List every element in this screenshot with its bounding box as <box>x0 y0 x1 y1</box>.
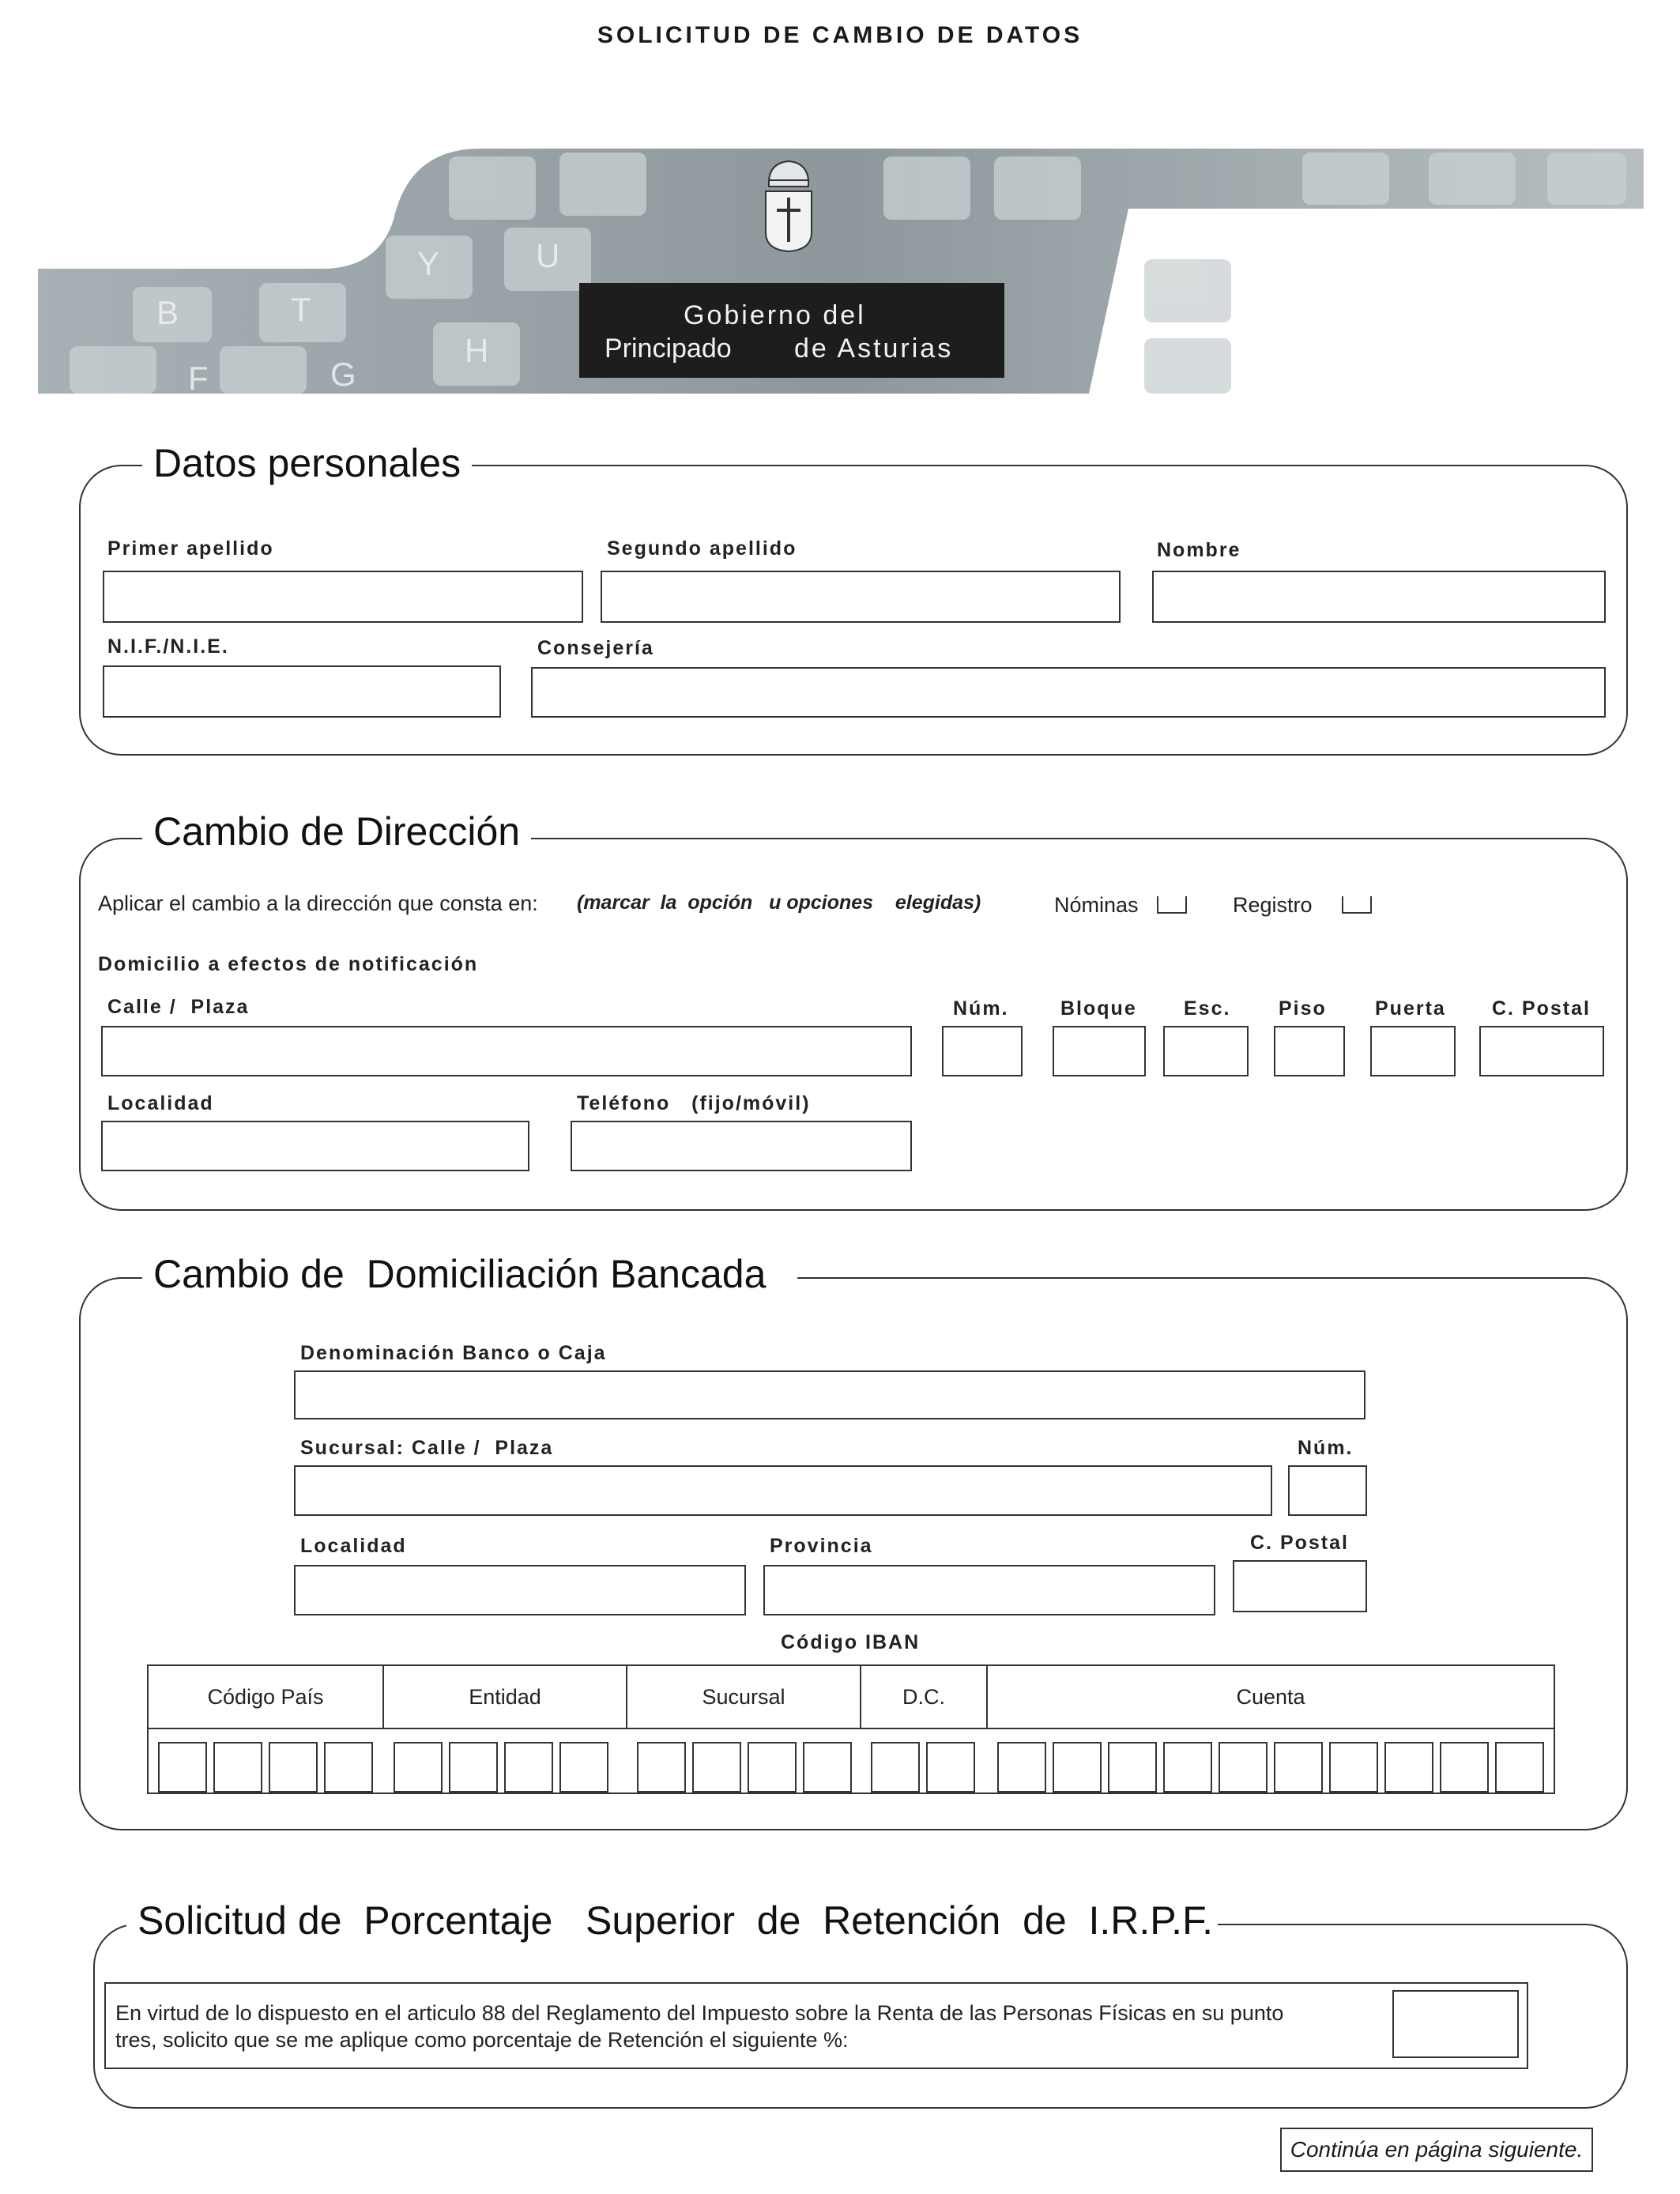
iban-digit-box[interactable] <box>1495 1742 1544 1793</box>
primer-apellido-label: Primer apellido <box>107 537 274 560</box>
num-field[interactable] <box>942 1026 1023 1076</box>
iban-digit-box[interactable] <box>158 1742 207 1793</box>
gov-line1: Gobierno del <box>684 300 866 330</box>
iban-col-sucursal: Sucursal <box>627 1666 861 1728</box>
registro-label: Registro <box>1233 893 1313 917</box>
cambio-direccion-title: Cambio de Dirección <box>142 808 531 855</box>
aplicar-text: Aplicar el cambio a la dirección que consta en: <box>98 892 538 915</box>
provincia-label: Provincia <box>770 1535 873 1557</box>
consejeria-field[interactable] <box>531 667 1606 718</box>
calle-field[interactable] <box>101 1026 912 1076</box>
key-t: T <box>291 291 311 328</box>
aplicar-hint: (marcar la opción u opciones elegidas) <box>577 892 981 914</box>
iban-digit-box[interactable] <box>324 1742 373 1793</box>
iban-digit-box[interactable] <box>803 1742 852 1793</box>
iban-digit-box[interactable] <box>1440 1742 1489 1793</box>
iban-digit-box[interactable] <box>1274 1742 1323 1793</box>
num-label: Núm. <box>953 997 1009 1020</box>
banco-num-label: Núm. <box>1298 1437 1354 1459</box>
key-g: G <box>330 356 356 393</box>
iban-digit-box[interactable] <box>637 1742 686 1793</box>
esc-field[interactable] <box>1163 1026 1249 1076</box>
key-y: Y <box>417 245 440 282</box>
provincia-field[interactable] <box>763 1565 1215 1615</box>
key-h: H <box>465 332 489 369</box>
nominas-checkbox[interactable] <box>1157 896 1187 914</box>
iban-digit-box[interactable] <box>394 1742 443 1793</box>
localidad-label: Localidad <box>107 1092 214 1114</box>
document-title: SOLICITUD DE CAMBIO DE DATOS <box>597 22 1083 48</box>
sucursal-field[interactable] <box>294 1465 1272 1516</box>
iban-digit-box[interactable] <box>692 1742 741 1793</box>
irpf-statement <box>115 2000 1380 2053</box>
irpf-line1: En virtud de lo dispuesto en el articulo 88 del Reglamento del Impuesto sobre la Renta de las Personas Físicas en su punto <box>115 2001 1284 2025</box>
puerta-field[interactable] <box>1370 1026 1456 1076</box>
iban-digit-box[interactable] <box>748 1742 797 1793</box>
iban-digit-box[interactable] <box>1219 1742 1268 1793</box>
government-logo-box <box>579 283 1004 378</box>
banco-localidad-field[interactable] <box>294 1565 746 1615</box>
banco-num-field[interactable] <box>1288 1465 1367 1516</box>
nif-field[interactable] <box>103 665 501 718</box>
consejeria-label: Consejería <box>537 637 654 659</box>
iban-digit-box[interactable] <box>504 1742 553 1793</box>
gov-line2b: de Asturias <box>794 334 954 364</box>
piso-label: Piso <box>1279 997 1327 1020</box>
localidad-field[interactable] <box>101 1121 529 1171</box>
gov-line2a: Principado <box>605 334 732 364</box>
iban-label: Código IBAN <box>781 1631 921 1653</box>
iban-digit-box[interactable] <box>213 1742 262 1793</box>
piso-field[interactable] <box>1274 1026 1345 1076</box>
cambio-banco-title: Cambio de Domiciliación Bancada <box>142 1250 797 1298</box>
iban-col-cuenta: Cuenta <box>1236 1684 1305 1709</box>
bloque-label: Bloque <box>1060 997 1137 1020</box>
segundo-apellido-field[interactable] <box>601 571 1121 623</box>
nombre-field[interactable] <box>1152 571 1606 623</box>
irpf-line2: tres, solicito que se me aplique como porcentaje de Retención el siguiente %: <box>115 2028 849 2052</box>
cpostal-label: C. Postal <box>1492 997 1591 1020</box>
iban-digit-box[interactable] <box>1053 1742 1102 1793</box>
iban-col-entidad: Entidad <box>384 1666 627 1728</box>
nombre-label: Nombre <box>1157 539 1241 561</box>
segundo-apellido-label: Segundo apellido <box>607 537 797 560</box>
datos-personales-title: Datos personales <box>142 439 472 487</box>
continua-note: Continúa en página siguiente. <box>1280 2128 1593 2172</box>
registro-checkbox[interactable] <box>1342 896 1372 914</box>
iban-digit-box[interactable] <box>449 1742 498 1793</box>
irpf-title: Solicitud de Porcentaje Superior de Retención de I.R.P.F. <box>126 1897 1218 1944</box>
primer-apellido-field[interactable] <box>103 571 583 623</box>
nominas-label: Nóminas <box>1054 893 1139 917</box>
banco-cpostal-field[interactable] <box>1233 1560 1367 1612</box>
iban-table <box>147 1664 1555 1794</box>
iban-digit-box[interactable] <box>559 1742 608 1793</box>
asturias-crest-icon <box>761 156 816 253</box>
denominacion-field[interactable] <box>294 1370 1365 1419</box>
iban-digit-box[interactable] <box>1108 1742 1157 1793</box>
irpf-percentage-field[interactable] <box>1392 1990 1519 2058</box>
puerta-label: Puerta <box>1375 997 1446 1020</box>
iban-col-pais: Código País <box>149 1666 384 1728</box>
domicilio-label: Domicilio a efectos de notificación <box>98 953 479 975</box>
iban-digit-box[interactable] <box>997 1742 1046 1793</box>
iban-col-dc: D.C. <box>861 1666 988 1728</box>
iban-divider <box>149 1728 1554 1729</box>
key-b: B <box>156 294 179 331</box>
iban-digit-box[interactable] <box>1329 1742 1378 1793</box>
iban-digit-box[interactable] <box>1163 1742 1212 1793</box>
key-u: U <box>536 237 560 274</box>
iban-digit-box[interactable] <box>926 1742 975 1793</box>
nif-label: N.I.F./N.I.E. <box>107 635 229 658</box>
calle-label: Calle / Plaza <box>107 996 250 1018</box>
sucursal-label: Sucursal: Calle / Plaza <box>300 1437 554 1459</box>
banco-cpostal-label: C. Postal <box>1250 1532 1349 1554</box>
iban-digit-box[interactable] <box>871 1742 920 1793</box>
iban-digit-box[interactable] <box>269 1742 318 1793</box>
key-f: F <box>188 360 209 394</box>
bloque-field[interactable] <box>1053 1026 1146 1076</box>
cpostal-field[interactable] <box>1479 1026 1604 1076</box>
esc-label: Esc. <box>1184 997 1231 1020</box>
telefono-field[interactable] <box>571 1121 912 1171</box>
banco-localidad-label: Localidad <box>300 1535 407 1557</box>
telefono-label: Teléfono (fijo/móvil) <box>577 1092 811 1114</box>
iban-digit-box[interactable] <box>1384 1742 1433 1793</box>
denominacion-label: Denominación Banco o Caja <box>300 1342 607 1364</box>
